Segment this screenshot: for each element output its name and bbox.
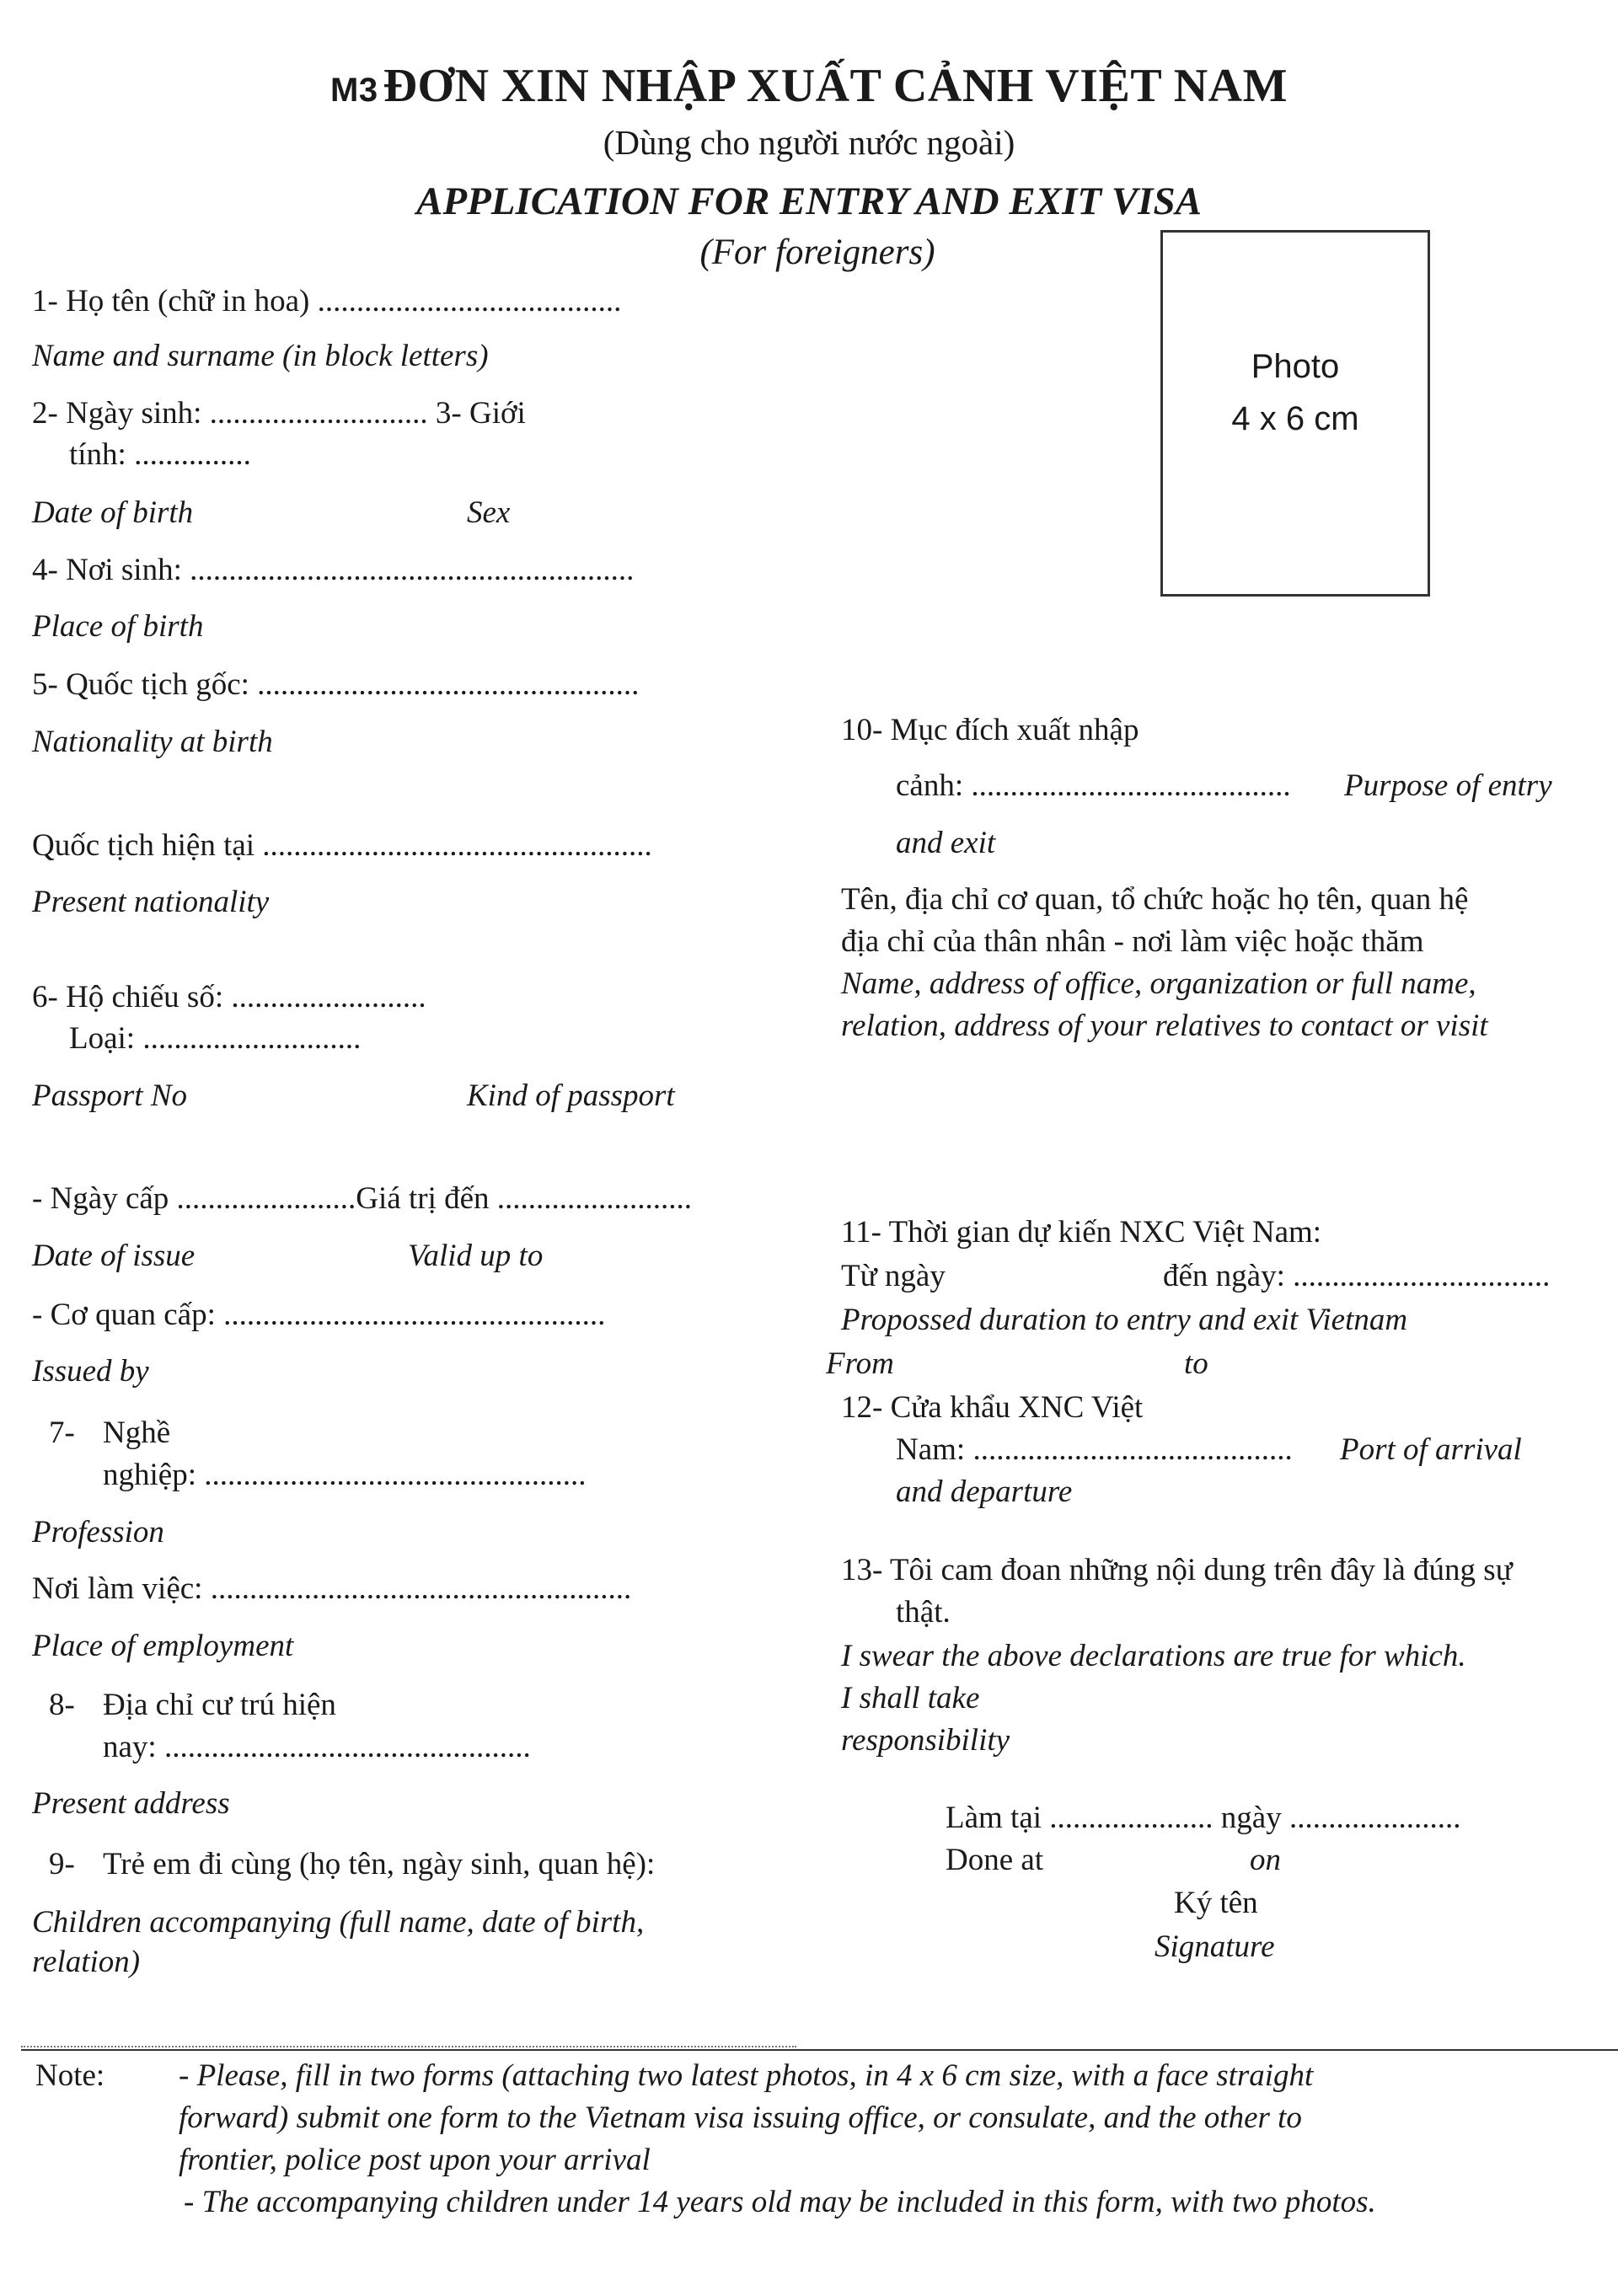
note-line-2: forward) submit one form to the Vietnam visa issuing office, or consulate, and the other to bbox=[179, 2101, 1302, 2135]
form-title-vi: ĐƠN XIN NHẬP XUẤT CẢNH VIỆT NAM bbox=[383, 60, 1288, 112]
field-done-at-label-en: Done at bbox=[946, 1843, 1044, 1877]
field-port-label-en-cont: and departure bbox=[896, 1474, 1073, 1509]
field-address-number: 8- bbox=[49, 1688, 75, 1722]
field-sex-label[interactable]: tính: ............... bbox=[69, 437, 251, 472]
field-present-nationality-label[interactable]: Quốc tịch hiện tại .................................................. bbox=[32, 828, 652, 863]
signature-label[interactable]: Ký tên bbox=[1174, 1886, 1258, 1920]
form-title-en: APPLICATION FOR ENTRY AND EXIT VISA bbox=[416, 179, 1202, 223]
field-issue-date-label-en: Date of issue bbox=[32, 1239, 196, 1273]
note-line-1: - Please, fill in two forms (attaching two latest photos, in 4 x 6 cm size, with a face straight bbox=[179, 2058, 1314, 2093]
field-contact-label-cont: địa chỉ của thân nhân - nơi làm việc hoặc thăm bbox=[841, 924, 1424, 959]
field-sex-label-en: Sex bbox=[467, 495, 511, 530]
field-passport-kind-label[interactable]: Loại: ............................ bbox=[69, 1021, 362, 1056]
note-label: Note: bbox=[35, 2058, 105, 2093]
field-issue-date-label[interactable]: - Ngày cấp .......................Giá trị đến ......................... bbox=[32, 1181, 693, 1216]
field-profession-input-line[interactable]: nghiệp: ................................................. bbox=[103, 1458, 587, 1492]
field-children-label[interactable]: Trẻ em đi cùng (họ tên, ngày sinh, quan hệ): bbox=[103, 1847, 656, 1881]
field-children-label-en-cont: relation) bbox=[32, 1945, 141, 1979]
field-duration-to-label-en: to bbox=[1184, 1346, 1208, 1381]
field-contact-label[interactable]: Tên, địa chỉ cơ quan, tổ chức hoặc họ tên, quan hệ bbox=[841, 882, 1469, 917]
photo-size-label: 4 x 6 cm bbox=[1231, 400, 1359, 437]
field-name-label[interactable]: 1- Họ tên (chữ in hoa) ....................................... bbox=[32, 284, 622, 318]
field-duration-from-label-en: From bbox=[826, 1346, 894, 1381]
field-place-of-birth-label-en: Place of birth bbox=[32, 609, 204, 644]
declaration-text: 13- Tôi cam đoan những nội dung trên đây là đúng sự bbox=[841, 1553, 1513, 1587]
declaration-text-cont: thật. bbox=[896, 1595, 951, 1630]
divider-dotted bbox=[21, 2046, 796, 2047]
declaration-text-en: I swear the above declarations are true for which. bbox=[841, 1639, 1466, 1673]
field-profession-number: 7- bbox=[49, 1416, 75, 1450]
photo-placeholder[interactable] bbox=[1160, 230, 1430, 597]
declaration-text-en-cont2: responsibility bbox=[841, 1723, 1010, 1758]
field-purpose-label-en: Purpose of entry bbox=[1344, 768, 1552, 803]
field-profession-label[interactable]: Nghề bbox=[103, 1416, 171, 1450]
field-issuing-agency-label-en: Issued by bbox=[32, 1354, 149, 1389]
field-profession-label-en: Profession bbox=[32, 1515, 164, 1549]
field-port-input-line[interactable]: Nam: ......................................... bbox=[896, 1432, 1293, 1467]
field-contact-label-en-cont: relation, address of your relatives to contact or visit bbox=[841, 1009, 1488, 1043]
field-duration-label: 11- Thời gian dự kiến NXC Việt Nam: bbox=[841, 1215, 1322, 1250]
field-address-label-en: Present address bbox=[32, 1786, 230, 1821]
field-duration-from-label[interactable]: Từ ngày bbox=[841, 1259, 946, 1293]
field-passport-no-label-en: Passport No bbox=[32, 1078, 188, 1113]
field-address-label[interactable]: Địa chỉ cư trú hiện bbox=[103, 1688, 336, 1722]
field-date-label-en: on bbox=[1250, 1843, 1281, 1877]
field-passport-no-label[interactable]: 6- Hộ chiếu số: ......................... bbox=[32, 980, 426, 1014]
field-purpose-label-en-cont: and exit bbox=[896, 826, 996, 860]
signature-label-en: Signature bbox=[1155, 1929, 1275, 1964]
form-subtitle-vi: (Dùng cho người nước ngoài) bbox=[603, 123, 1015, 162]
field-present-nationality-label-en: Present nationality bbox=[32, 885, 270, 919]
field-purpose-input-line[interactable]: cảnh: ......................................... bbox=[896, 768, 1291, 803]
field-port-label-en: Port of arrival bbox=[1340, 1432, 1522, 1467]
field-passport-kind-label-en: Kind of passport bbox=[467, 1078, 675, 1113]
field-purpose-label[interactable]: 10- Mục đích xuất nhập bbox=[841, 713, 1139, 747]
field-children-number: 9- bbox=[49, 1847, 75, 1881]
field-children-label-en: Children accompanying (full name, date of birth, bbox=[32, 1905, 645, 1940]
divider bbox=[21, 2049, 1618, 2051]
photo-label: Photo bbox=[1251, 348, 1340, 385]
note-line-4: - The accompanying children under 14 years old may be included in this form, with two photos. bbox=[184, 2185, 1376, 2219]
field-place-of-birth-label[interactable]: 4- Nơi sinh: ......................................................... bbox=[32, 553, 635, 587]
field-port-label[interactable]: 12- Cửa khẩu XNC Việt bbox=[841, 1390, 1144, 1425]
field-valid-until-label-en: Valid up to bbox=[408, 1239, 544, 1273]
form-subtitle-en: (For foreigners) bbox=[699, 233, 935, 272]
field-duration-label-en: Propossed duration to entry and exit Vietnam bbox=[841, 1303, 1408, 1337]
field-nationality-birth-label-en: Nationality at birth bbox=[32, 725, 273, 759]
form-code: M3 bbox=[330, 72, 378, 109]
field-done-at-label[interactable]: Làm tại ..................... ngày ...................... bbox=[946, 1801, 1461, 1835]
field-nationality-birth-label[interactable]: 5- Quốc tịch gốc: ................................................. bbox=[32, 667, 640, 702]
field-dob-label[interactable]: 2- Ngày sinh: ............................ 3- Giới bbox=[32, 396, 526, 431]
note-line-3: frontier, police post upon your arrival bbox=[179, 2143, 651, 2177]
field-contact-label-en: Name, address of office, organization or full name, bbox=[841, 966, 1476, 1001]
field-address-input-line[interactable]: nay: ............................................... bbox=[103, 1730, 531, 1764]
form-title bbox=[0, 59, 1618, 113]
field-duration-to-label[interactable]: đến ngày: ................................. bbox=[1163, 1259, 1551, 1293]
declaration-text-en-cont: I shall take bbox=[841, 1681, 980, 1715]
field-employment-label[interactable]: Nơi làm việc: ...................................................... bbox=[32, 1571, 632, 1606]
field-name-label-en: Name and surname (in block letters) bbox=[32, 339, 489, 373]
field-dob-label-en: Date of birth bbox=[32, 495, 194, 530]
field-issuing-agency-label[interactable]: - Cơ quan cấp: ................................................. bbox=[32, 1298, 606, 1332]
field-employment-label-en: Place of employment bbox=[32, 1629, 294, 1663]
